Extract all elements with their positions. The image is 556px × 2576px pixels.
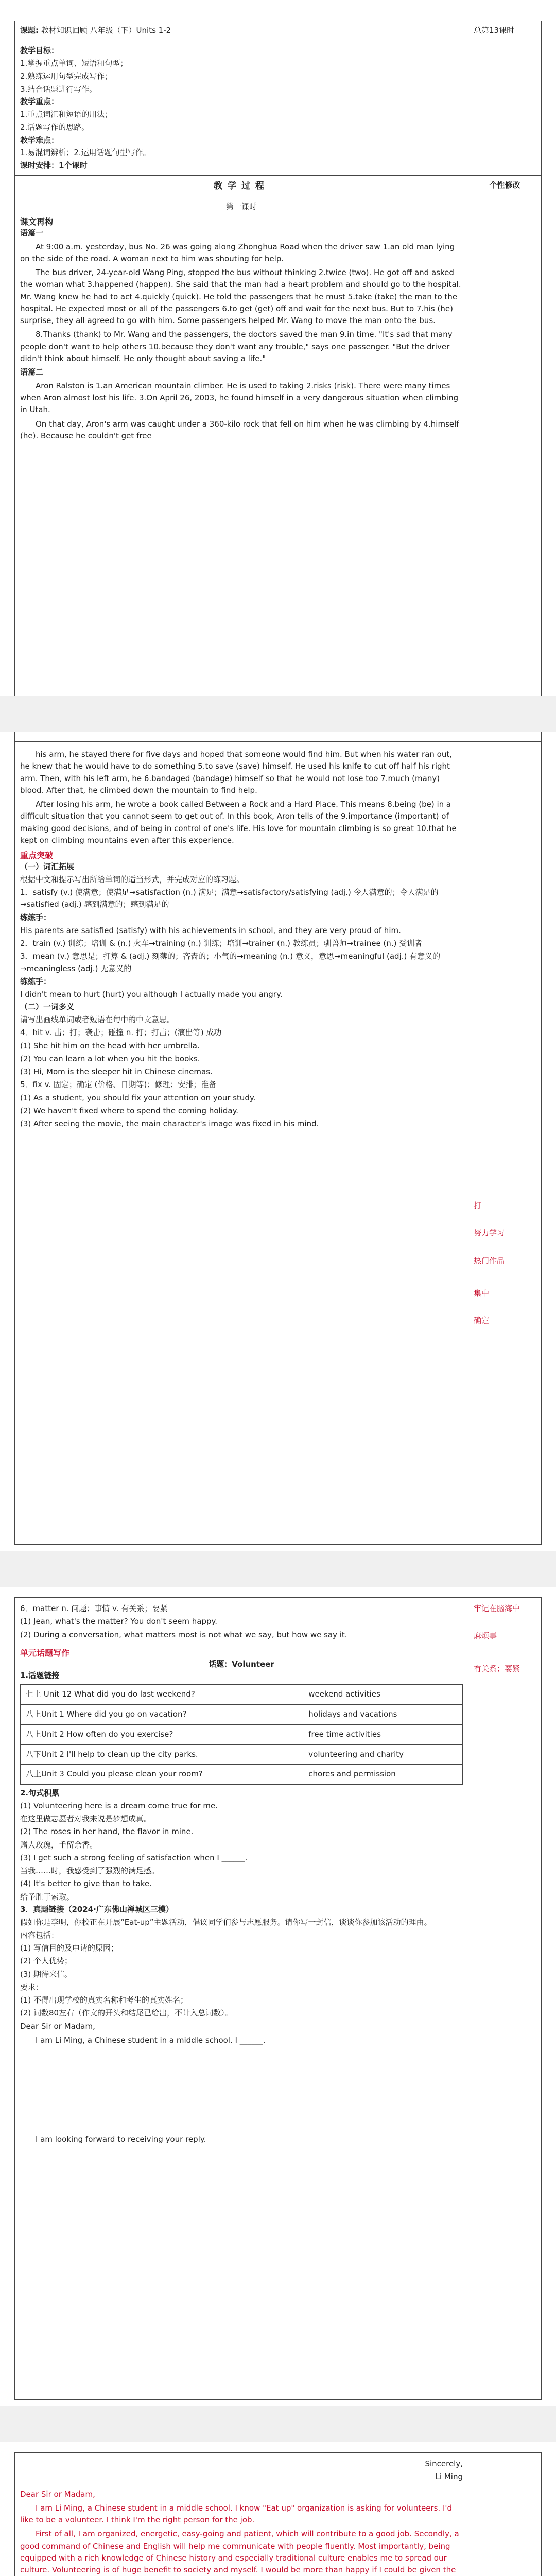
require-item: (1) 写信目的及申请的原因； <box>20 1943 119 1953</box>
writing-sub3: 3．真题链接（2024·广东佛山禅城区三模） <box>20 1904 173 1914</box>
note: 麻烦事 <box>474 1631 497 1641</box>
process-header: 教学过程 <box>15 176 468 197</box>
closing-line: I am looking forward to receiving your reply. <box>36 2134 206 2144</box>
key-points-label: 教学重点： <box>20 97 59 107</box>
page3-notes <box>468 1598 542 2400</box>
vocab-item: His parents are satisfied (satisfy) with his achievements in school, and they are very proud of him. <box>20 925 401 935</box>
period-label: 总第13课时 <box>474 26 515 35</box>
page4-content <box>15 2453 468 2576</box>
opening-line: I am Li Ming, a Chinese student in a middle school. I ______. <box>36 2035 266 2045</box>
writing-sub2: 2.句式积累 <box>20 1788 60 1798</box>
writing-blank[interactable] <box>20 2065 463 2080</box>
writing-title: 单元话题写作 <box>20 1648 70 1658</box>
passage2-para: his arm, he stayed there for five days and hoped that someone would find him. But when his water ran out, he knew that he would have to do something 5.to save (save) himself. He used his knife to cut off half his right arm. Then, with his left arm, he 6.bandaged (bandage) himself so that he would not lose too 7.much (many) blood. After that, he climbed down the mountain to find help. <box>20 750 453 795</box>
personal-cell <box>468 197 542 741</box>
lesson-plan-table <box>14 21 542 742</box>
page3-content <box>15 1598 468 2400</box>
sentence: (3) I get such a strong feeling of satisfaction when I ______. <box>20 1853 248 1862</box>
table-row <box>21 1685 463 1705</box>
page-gap <box>0 2406 556 2442</box>
page2-table <box>14 742 542 1545</box>
sentence: 赠人玫瑰，手留余香。 <box>20 1840 98 1850</box>
polysemy-item: 4．hit v. 击；打；袭击；碰撞 n. 打；打击；(演出等) 成功 <box>20 1028 222 1038</box>
polysemy-item: (1) Jean, what's the matter? You don't seem happy. <box>20 1617 218 1626</box>
page-4 <box>14 2452 542 2576</box>
page-2 <box>14 742 542 1545</box>
passage1-para: At 9:00 a.m. yesterday, bus No. 26 was going along Zhonghua Road when the driver saw 1.an old man lying on the side of the road. A woman next to him was shouting for help. <box>20 242 455 263</box>
table-cell: volunteering and charity <box>303 1744 463 1765</box>
note: 努力学习 <box>474 1228 505 1238</box>
breakthrough-intro: 根据中文和提示写出所给单词的适当形式，并完成对应的练习题。 <box>20 874 245 884</box>
vocab-item: 3．mean (v.) 意思是；打算 & (adj.) 刻薄的；吝啬的；小气的→meaning (n.) 意义，意思→meaningful (adj.) 有意义的→meaningless (adj.) 无意义的 <box>20 952 441 973</box>
topic-value: 教材知识回顾 八年级（下）Units 1-2 <box>41 26 171 35</box>
vocab-item: I didn't mean to hurt (hurt) you although I actually made you angry. <box>20 990 283 999</box>
polysemy-item: (2) We haven't fixed where to spend the coming holiday. <box>20 1106 239 1115</box>
sentence: 给予胜于索取。 <box>20 1892 75 1902</box>
sentence: 当我……时，我感受到了强烈的满足感。 <box>20 1866 160 1876</box>
polysemy-item: 6．matter n. 问题；事情 v. 有关系；要紧 <box>20 1604 168 1613</box>
signoff-name: Li Ming <box>435 2472 463 2482</box>
process-cell <box>15 197 468 741</box>
note: 确定 <box>474 1316 490 1325</box>
writing-blank[interactable] <box>20 2116 463 2131</box>
key-point-line: 2.话题写作的思路。 <box>20 123 90 132</box>
practice-label: 练练手： <box>20 912 51 922</box>
polysemy-item: 5．fix v. 固定；确定 (价格、日期等)；修理；安排；准备 <box>20 1080 217 1090</box>
notice-label: 要求： <box>20 1982 44 1992</box>
table-cell: 八上Unit 1 Where did you go on vacation? <box>21 1705 303 1725</box>
model-para: I am Li Ming, a Chinese student in a middle school. I know "Eat up" organization is asking for volunteers. I'd like to be a volunteer. I think I'm the right person for the job. <box>20 2503 453 2524</box>
reading-title: 课文再构 <box>20 216 54 227</box>
polysemy-item: (1) As a student, you should fix your attention on your study. <box>20 1093 256 1103</box>
key-point-line: 1.重点词汇和短语的用法； <box>20 110 113 119</box>
page-gap <box>0 1551 556 1587</box>
require-item: (3) 期待来信。 <box>20 1969 73 1979</box>
note: 热门作品 <box>474 1256 505 1265</box>
salutation: Dear Sir or Madam, <box>20 2021 95 2031</box>
passage1-para: 8.Thanks (thank) to Mr. Wang and the passengers, the doctors saved the man 9.in time. "It's sad that many people don't want to help others 10.because they don't want any trouble," says one passenger. "But the driver didn't think about himself. He only thought about saving a life." <box>20 330 453 363</box>
goal-line: 1.掌握重点单词、短语和句型； <box>20 58 128 68</box>
hours-label: 课时安排：1个课时 <box>20 160 88 170</box>
breakthrough-sub2: （二）一词多义 <box>20 1002 75 1012</box>
passage2-para: Aron Ralston is 1.an American mountain climber. He is used to taking 2.risks (risk). There were many times when Aron almost lost his life. 3.On April 26, 2003, he found himself in a very dangerous situation when climbing in Utah. <box>20 381 459 415</box>
passage1-para: The bus driver, 24-year-old Wang Ping, stopped the bus without thinking 2.twice (two). He got off and asked the woman what 3.happened (happen). She said that the man had a heart problem and should go to the hospital. Mr. Wang knew he had to act 4.quickly (quick). He told the passengers that he must 5.take (take) the man to the hospital. He expected most or all of the passengers 6.to get (get) off and wait for the next bus. But to 7.his (he) surprise, they all agreed to go with him. Some passengers helped Mr. Wang to move the man onto the bus. <box>20 268 461 326</box>
polysemy-item: (3) After seeing the movie, the main character's image was fixed in his mind. <box>20 1119 319 1129</box>
writing-sub1: 1.话题链接 <box>20 1670 60 1680</box>
polysemy-item: (1) She hit him on the head with her umbrella. <box>20 1041 200 1050</box>
note: 牢记在脑海中 <box>474 1604 520 1613</box>
lesson-label: 第一课时 <box>225 201 257 211</box>
page-gap <box>0 696 556 732</box>
breakthrough-intro2: 请写出画线单词或者短语在句中的中文意思。 <box>20 1015 175 1025</box>
page4-side <box>468 2453 542 2576</box>
period-cell <box>468 21 542 41</box>
table-cell: chores and permission <box>303 1765 463 1785</box>
breakthrough-title: 重点突破 <box>20 851 54 860</box>
goals-label: 教学目标： <box>20 45 59 55</box>
model-para: First of all, I am organized, energetic, easy-going and patient, which will contribute to a good job. Secondly, a good command of Chinese and English will help me communicate with people fluently. Most importantly, being equipped with a rich knowledge of Chinese history and especially traditional culture enables me to spread our culture. Volunteering is of huge benefit to society and myself. I would be more than happy if I could be given the <box>20 2529 459 2574</box>
table-row <box>21 1744 463 1765</box>
objectives-cell <box>15 41 542 176</box>
writing-task: 假如你是李明，你校正在开展“Eat-up”主题活动，倡议同学们参与志愿服务。请你写一封信，谈谈你参加该活动的理由。 <box>20 1917 432 1927</box>
sentence: (1) Volunteering here is a dream come true for me. <box>20 1801 218 1810</box>
goal-line: 2.熟练运用句型完成写作； <box>20 71 113 81</box>
passage2-para: On that day, Aron's arm was caught under a 360-kilo rock that fell on him when he was climbing by 4.himself (he). Because he couldn't get free <box>20 419 459 440</box>
require-label: 内容包括： <box>20 1930 59 1940</box>
table-row <box>21 1765 463 1785</box>
sentence: (2) The roses in her hand, the flavor in mine. <box>20 1827 194 1837</box>
polysemy-item: (2) You can learn a lot when you hit the books. <box>20 1054 200 1063</box>
topic-link-table <box>20 1684 463 1785</box>
writing-topic: 话题：Volunteer <box>208 1659 274 1669</box>
table-row <box>21 1724 463 1744</box>
topic-label: 课题: <box>20 26 39 35</box>
page-1 <box>14 21 542 742</box>
model-salutation: Dear Sir or Madam, <box>20 2489 95 2499</box>
reading-sub2: 语篇二 <box>20 367 44 377</box>
sentence: (4) It's better to give than to take. <box>20 1879 152 1889</box>
page-3 <box>14 1597 542 2400</box>
table-cell: free time activities <box>303 1724 463 1744</box>
personal-header: 个性修改 <box>468 176 542 197</box>
practice-label: 练练手： <box>20 976 51 986</box>
require-item: (2) 个人优势； <box>20 1956 73 1966</box>
signoff: Sincerely, <box>425 2459 463 2468</box>
table-row <box>21 1705 463 1725</box>
notice-item: (1) 不得出现学校的真实名称和考生的真实姓名； <box>20 1995 188 2005</box>
polysemy-item: (3) Hi, Mom is the sleeper hit in Chinese cinemas. <box>20 1067 213 1077</box>
vocab-item: 2．train (v.) 训练；培训 & (n.) 火车→training (n.) 训练；培训→trainer (n.) 教练员；驯兽师→trainee (n.) 受训者 <box>20 939 423 948</box>
note: 有关系；要紧 <box>474 1664 520 1673</box>
breakthrough-sub1: （一）词汇拓展 <box>20 862 75 872</box>
table-cell: weekend activities <box>303 1685 463 1705</box>
page2-notes <box>468 742 542 1545</box>
page4-table <box>14 2452 542 2576</box>
writing-blank[interactable] <box>20 2048 463 2063</box>
note: 打 <box>474 1201 482 1210</box>
table-cell: 八上Unit 2 How often do you exercise? <box>21 1724 303 1744</box>
writing-blank[interactable] <box>20 2082 463 2097</box>
reading-sub: 语篇一 <box>20 228 44 238</box>
passage2-para: After losing his arm, he wrote a book called Between a Rock and a Hard Place. This means 8.being (be) in a difficult situation that you cannot seem to get out of. In this book, Aron tells of the 9.importance (important) of making good decisions, and of being in control of one's life. His love for mountain climbing is so great 10.that he kept on climbing mountains even after this experience. <box>20 800 457 845</box>
table-cell: 七上 Unit 12 What did you do last weekend? <box>21 1685 303 1705</box>
polysemy-item: (2) During a conversation, what matters most is not what we say, but how we say it. <box>20 1630 348 1639</box>
page2-content <box>15 742 468 1545</box>
difficult-label: 教学难点： <box>20 135 59 145</box>
difficult-line: 1.易混词辨析；2.运用话题句型写作。 <box>20 148 151 158</box>
table-cell: 八上Unit 3 Could you please clean your room? <box>21 1765 303 1785</box>
page3-table <box>14 1597 542 2400</box>
sentence: 在这里做志愿者对我来说是梦想成真。 <box>20 1814 152 1824</box>
goal-line: 3.结合话题进行写作。 <box>20 84 97 94</box>
vocab-item: 1．satisfy (v.) 使满意；使满足→satisfaction (n.) 满足；满意→satisfactory/satisfying (adj.) 令人满意的；令人满足的→satisfied (adj.) 感到满意的；感到满足的 <box>20 888 439 909</box>
note: 集中 <box>474 1288 490 1298</box>
table-cell: holidays and vacations <box>303 1705 463 1725</box>
topic-cell <box>15 21 468 41</box>
table-cell: 八下Unit 2 I'll help to clean up the city parks. <box>21 1744 303 1765</box>
writing-blank[interactable] <box>20 2099 463 2114</box>
notice-item: (2) 词数80左右（作文的开头和结尾已给出，不计入总词数）。 <box>20 2008 233 2018</box>
